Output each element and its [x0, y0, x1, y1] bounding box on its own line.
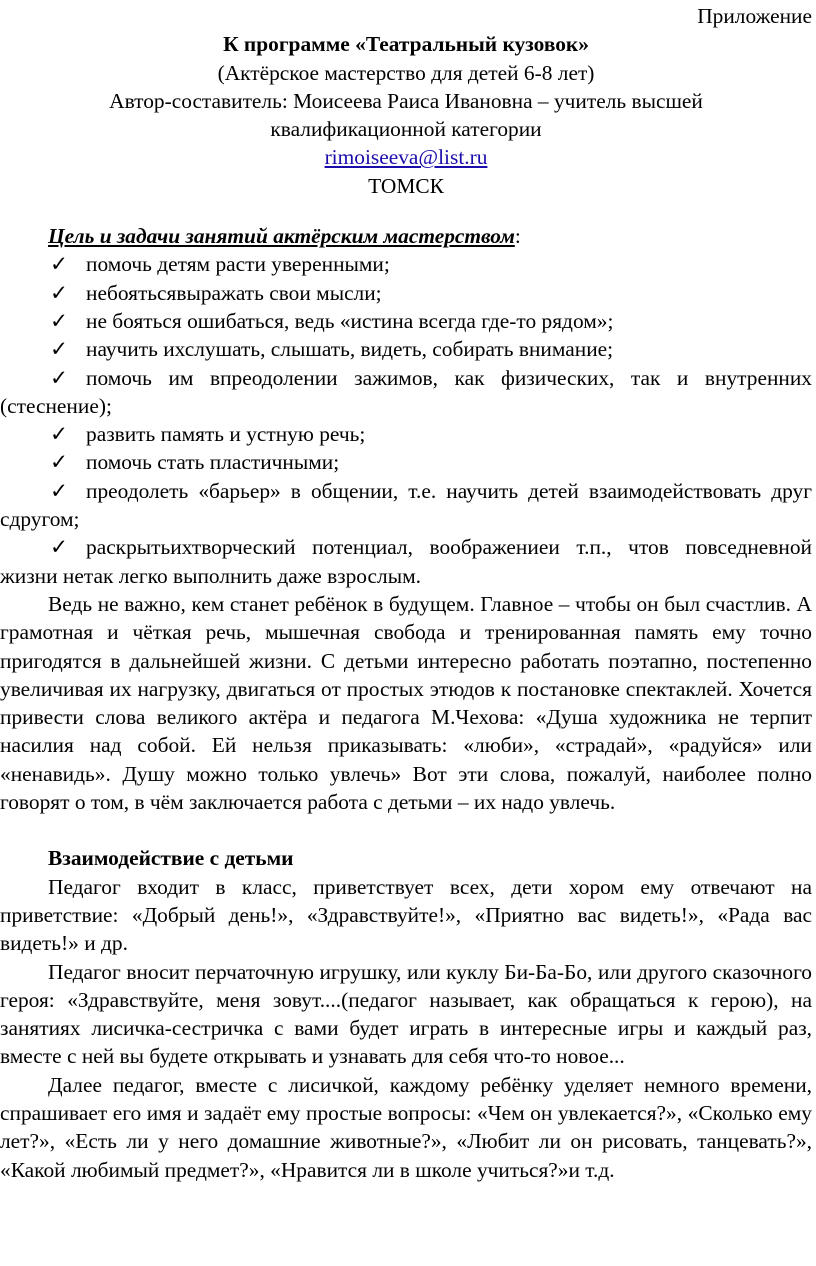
document-page: [0, 2, 812, 1184]
checkmark-icon: ✓: [50, 450, 68, 475]
goal-item: [0, 420, 812, 448]
city-label: ТОМСК: [368, 173, 444, 198]
author-line: Автор-составитель: Моисеева Раиса Ивановна – учитель высшей квалификационной категории: [109, 88, 703, 142]
checkmark-icon: ✓: [50, 252, 68, 277]
goal-item: [0, 279, 812, 307]
goal-text: помочь им впреодолении зажимов, как физических, так и внутренних (стеснение);: [0, 365, 812, 418]
interaction-paragraph: Далее педагог, вместе с лисичкой, каждому ребёнку уделяет немного времени, спрашивает его имя и задаёт ему простые вопросы: «Чем он увлекается?», «Сколько ему лет?», «Есть ли у него домашние животные?», «Любит ли он рисовать, танцевать?», «Какой любимый предмет?», «Нравится ли в школе учиться?»и т.д.: [0, 1072, 812, 1182]
appendix-label: Приложение: [697, 4, 812, 28]
goal-item: [0, 364, 812, 421]
goal-text: раскрытьихтворческий потенциал, воображениеи т.п., чтов повседневной жизни нетак легко выполнить даже взрослым.: [0, 535, 812, 588]
goal-item: [0, 307, 812, 335]
checkmark-icon: ✓: [50, 308, 68, 333]
checkmark-icon: ✓: [50, 280, 68, 305]
checkmark-icon: ✓: [50, 365, 68, 390]
program-subtitle: (Актёрское мастерство для детей 6-8 лет): [217, 60, 595, 85]
goal-item: [0, 477, 812, 534]
goals-heading: Цель и задачи занятий актёрским мастерством: [48, 224, 515, 249]
interaction-paragraph: Педагог входит в класс, приветствует всех, дети хором ему отвечают на приветствие: «Добрый день!», «Здравствуйте!», «Приятно вас видеть!», «Рада вас видеть!» и др.: [0, 874, 812, 956]
goal-text: преодолеть «барьер» в общении, т.е. научить детей взаимодействовать друг сдругом;: [0, 478, 812, 532]
goal-text: не бояться ошибаться, ведь «истина всегда где-то рядом»;: [86, 308, 614, 333]
email-link[interactable]: rimoiseeva@list.ru: [324, 145, 488, 170]
checkmark-icon: ✓: [50, 478, 68, 503]
goal-item: [0, 533, 812, 590]
goal-item: [0, 448, 812, 476]
goal-text: небоятьсявыражать свои мысли;: [86, 280, 382, 305]
goal-text: научить ихслушать, слышать, видеть, собирать внимание;: [86, 337, 614, 362]
goals-list: [0, 250, 812, 590]
intro-paragraph: Ведь не важно, кем станет ребёнок в будущем. Главное – чтобы он был счастлив. А грамотная и чёткая речь, мышечная свобода и тренированная память ему точно пригодятся в дальнейшей жизни. С детьми интересно работать поэтапно, постепенно увеличивая их нагрузку, двигаться от простых этюдов к постановке спектаклей. Хочется привести слова великого актёра и педагога М.Чехова: «Душа художника не терпит насилия над собой. Ей нельзя приказывать: «люби», «страдай», «радуйся» или «ненавидь». Душу можно только увлечь» Вот эти слова, пожалуй, наиболее полно говорят о том, в чём заключается работа с детьми – их надо увлечь.: [0, 591, 812, 815]
checkmark-icon: ✓: [50, 535, 68, 560]
checkmark-icon: ✓: [50, 337, 68, 362]
goals-heading-line: [0, 222, 812, 250]
goal-text: развить память и устную речь;: [86, 422, 366, 447]
goal-item: [0, 335, 812, 363]
program-title: К программе «Театральный кузовок»: [223, 32, 589, 57]
goal-text: помочь детям расти уверенными;: [86, 252, 390, 277]
interaction-paragraph: Педагог вносит перчаточную игрушку, или куклу Би-Ба-Бо, или другого сказочного героя: «Здравствуйте, меня зовут....(педагог называет, как обращаться к герою), на занятиях лисичка-сестричка с вами будет играть в интересные игры и каждый раз, вместе с ней вы будете открывать и узнавать для себя что-то новое...: [0, 959, 812, 1069]
goal-text: помочь стать пластичными;: [86, 450, 340, 475]
goals-heading-colon: :: [514, 224, 521, 249]
checkmark-icon: ✓: [50, 422, 68, 447]
email-line: [0, 143, 812, 171]
interaction-heading: Взаимодействие с детьми: [48, 846, 294, 871]
goal-item: [0, 250, 812, 278]
